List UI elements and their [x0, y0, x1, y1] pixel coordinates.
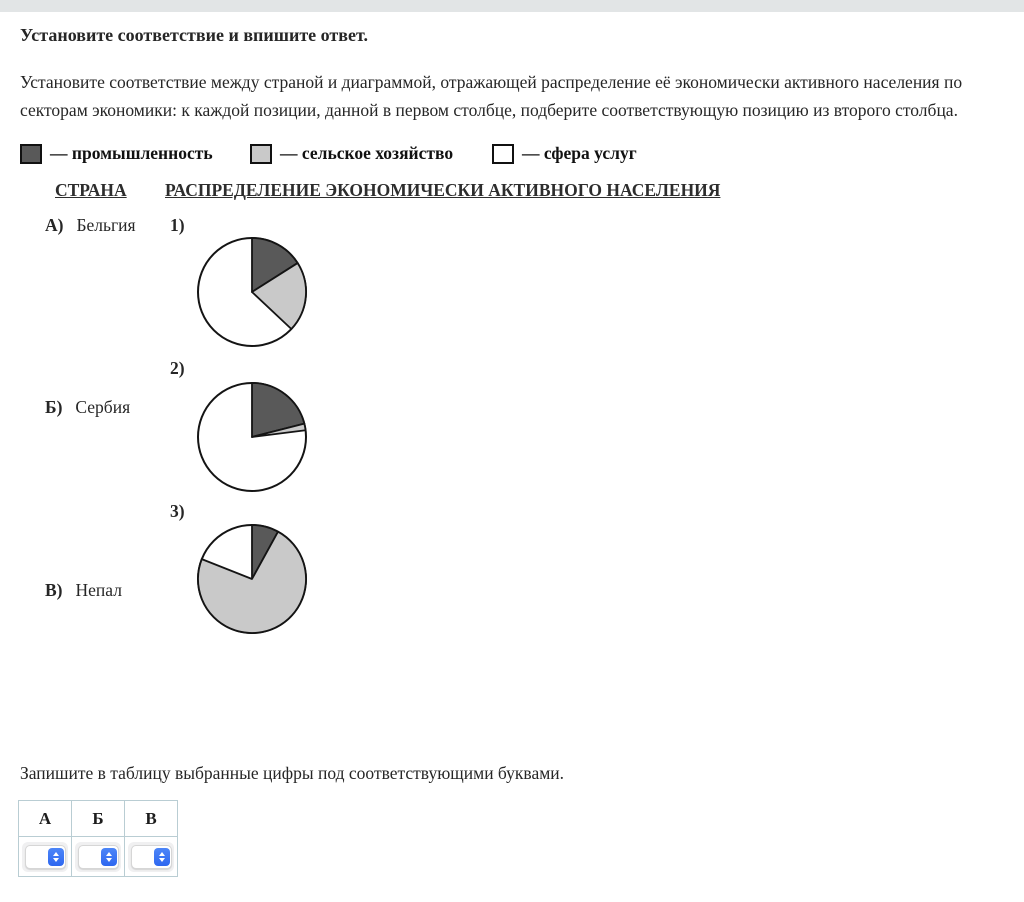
- answer-header-b: Б: [72, 801, 125, 837]
- top-bar: [0, 0, 1024, 12]
- answer-cell-v: [125, 837, 178, 877]
- select-background: [22, 842, 68, 872]
- services-swatch-icon: [492, 144, 514, 164]
- country-row-nepal: [45, 580, 122, 601]
- answer-select-b[interactable]: [78, 845, 119, 869]
- agriculture-swatch-icon: [250, 144, 272, 164]
- answer-table-header-row: [19, 801, 178, 837]
- answer-table: [18, 800, 178, 877]
- pie-label-2: 2): [170, 358, 185, 378]
- select-background: [75, 842, 121, 872]
- column-header-distribution: РАСПРЕДЕЛЕНИЕ ЭКОНОМИЧЕСКИ АКТИВНОГО НАСЕЛЕНИЯ: [165, 180, 721, 200]
- answer-cell-a: [19, 837, 72, 877]
- pie-chart-3: [194, 521, 310, 637]
- answer-header-a: А: [19, 801, 72, 837]
- legend-label: — промышленность: [50, 143, 213, 163]
- answer-header-v: В: [125, 801, 178, 837]
- answer-select-a[interactable]: [25, 845, 66, 869]
- legend-item-agriculture: [250, 143, 453, 164]
- answer-table-input-row: [19, 837, 178, 877]
- country-letter: В): [45, 580, 63, 600]
- legend-item-industry: [20, 143, 213, 164]
- pie-chart-1: [194, 234, 310, 350]
- pie-label-1: 1): [170, 215, 185, 235]
- pie-chart-2: [194, 379, 310, 495]
- country-name: Непал: [75, 580, 122, 600]
- page-title: Установите соответствие и впишите ответ.: [20, 25, 368, 45]
- country-row-belgium: [45, 215, 136, 236]
- answer-instruction: Запишите в таблицу выбранные цифры под соответствующими буквами.: [20, 763, 565, 783]
- answer-cell-b: [72, 837, 125, 877]
- answer-select-v[interactable]: [131, 845, 172, 869]
- select-background: [128, 842, 174, 872]
- column-header-country: СТРАНА: [55, 180, 127, 200]
- stepper-icon[interactable]: [154, 848, 170, 866]
- legend-label: — сфера услуг: [522, 143, 637, 163]
- legend-label: — сельское хозяйство: [280, 143, 454, 163]
- task-instruction: Установите соответствие между страной и диаграммой, отражающей распределение её экономически активного населения по секторам экономики: к каждой позиции, данной в первом столбце, подберите соответствующую позицию из второго столбца.: [20, 72, 963, 120]
- legend: [0, 143, 1024, 169]
- country-name: Бельгия: [76, 215, 136, 235]
- legend-item-services: [492, 143, 637, 164]
- country-letter: Б): [45, 397, 63, 417]
- industry-swatch-icon: [20, 144, 42, 164]
- country-letter: А): [45, 215, 64, 235]
- country-row-serbia: [45, 397, 130, 418]
- stepper-icon[interactable]: [48, 848, 64, 866]
- stepper-icon[interactable]: [101, 848, 117, 866]
- country-name: Сербия: [75, 397, 131, 417]
- pie-label-3: 3): [170, 501, 185, 521]
